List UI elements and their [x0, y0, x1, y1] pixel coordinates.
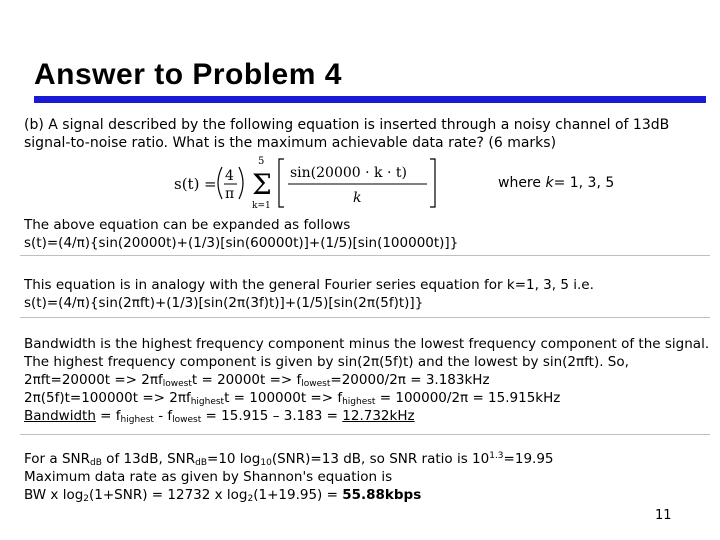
eq-frac-den: k	[353, 190, 362, 206]
separator-1	[20, 255, 710, 256]
page-number: 11	[655, 508, 672, 523]
eq-coef-num: 4	[225, 168, 234, 184]
separator-3	[20, 434, 710, 435]
bandwidth-line-1: Bandwidth is the highest frequency component minus the lowest frequency component of the signal.	[24, 336, 710, 352]
bandwidth-line-3: $2\pi ft=20000t => 2\pi f_{lowest}t = 20000t => f_{lowest}=20000/2\pi = 3.183kHz$	[24, 372, 490, 389]
eq-sum-top: 5	[258, 156, 265, 167]
snr-line-2: Maximum data rate as given by Shannon's equation is	[24, 469, 393, 485]
expansion-line-2: s(t)=(4/π){sin(20000t)+(1/3)[sin(60000t)]+(1/5)[sin(100000t)]}	[24, 235, 459, 251]
analogy-block	[24, 276, 594, 312]
bandwidth-block	[24, 335, 709, 425]
bandwidth-line-2: The highest frequency component is given by sin(2π(5f)t) and the lowest by sin(2πft). So,	[24, 354, 629, 370]
snr-line-3: BW x $\log_2(1+SNR) = 12732$ x $\log_2(1+19.95)$ = 55.88kbps	[24, 487, 422, 504]
question-text: (b) A signal described by the following equation is inserted through a noisy channel of 13dB signal-to-noise ratio. What is the maximum achievable data rate? (6 marks)	[24, 117, 670, 151]
analogy-line-1: This equation is in analogy with the general Fourier series equation for k=1, 3, 5 i.e.	[24, 277, 594, 293]
eq-sum-bottom: k=1	[252, 201, 271, 211]
title-underline-bar	[34, 96, 706, 103]
analogy-line-2: s(t)=(4/π){sin(2πft)+(1/3)[sin(2π(3f)t)]+(1/5)[sin(2π(5f)t)]}	[24, 295, 424, 311]
eq-frac-num: sin(20000 · k · t)	[290, 165, 407, 181]
where-clause: where k= 1, 3, 5	[498, 175, 615, 191]
bandwidth-line-5: Bandwidth = $f_{highest} - f_{lowest} = 15.915 - 3.183 = 12.732kHz$	[24, 408, 415, 425]
separator-2	[20, 317, 710, 318]
eq-lparen	[218, 167, 222, 199]
equation-image	[172, 153, 442, 211]
eq-lhs: s(t)	[174, 175, 200, 193]
expansion-block	[24, 216, 458, 252]
eq-rparen	[239, 167, 243, 199]
expansion-line-1: The above equation can be expanded as follows	[24, 217, 351, 233]
snr-line-1: For a $SNR_{dB}$ of 13dB, $SNR_{dB}=10$ $\log_{10}(SNR)=13$ dB, so SNR ratio is $10^{1.3}=19.95$	[24, 451, 554, 468]
slide-title: Answer to Problem 4	[34, 58, 342, 91]
eq-lbracket	[279, 159, 284, 207]
final-answer: 55.88kbps	[342, 487, 422, 503]
eq-equals: =	[204, 175, 217, 193]
bandwidth-line-4: $2\pi(5f)t=100000t => 2\pi f_{highest}t = 100000t => f_{highest} = 100000/2\pi = 15.915kHz$	[24, 390, 561, 407]
eq-coef-den: π	[225, 186, 235, 202]
eq-rbracket	[430, 159, 435, 207]
snr-block	[24, 450, 554, 504]
bandwidth-result: 12.732kHz	[342, 408, 415, 424]
eq-sigma: Σ	[252, 168, 272, 201]
